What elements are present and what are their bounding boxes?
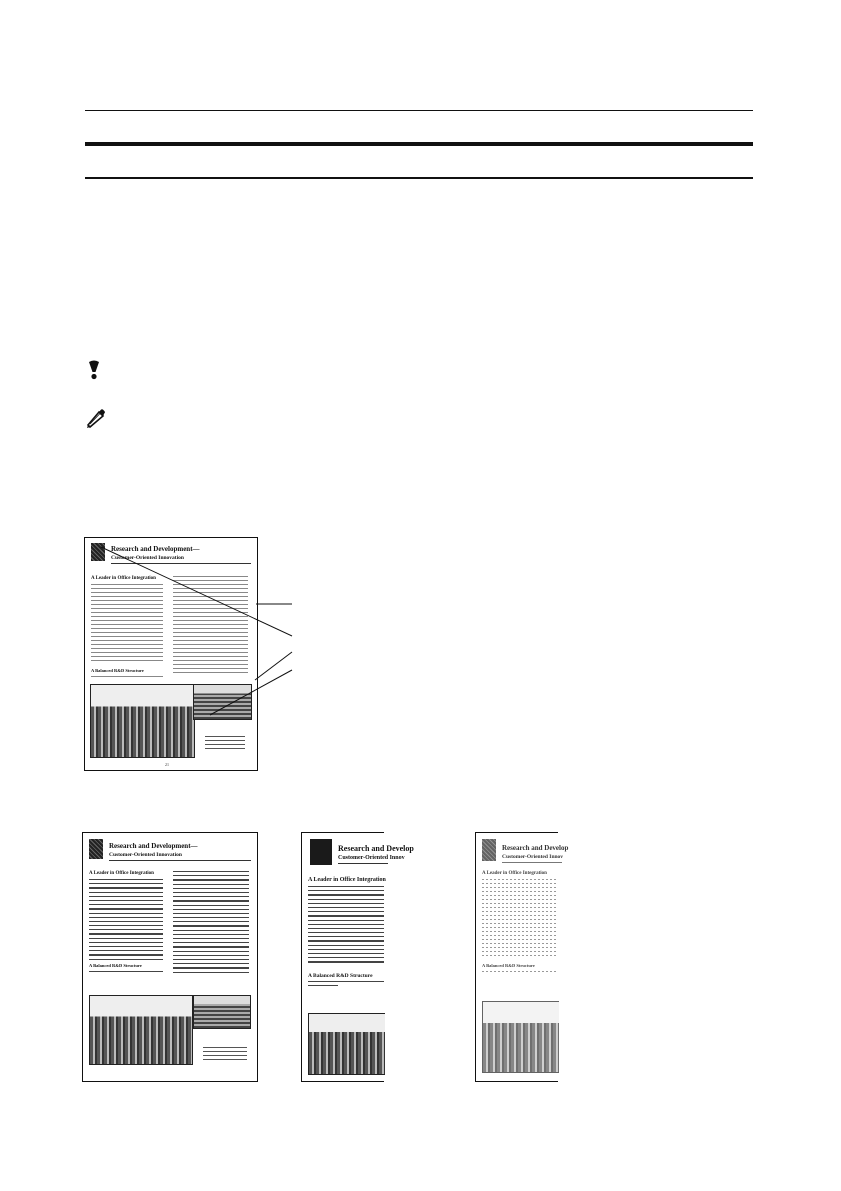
section-heading: A Leader in Office Integration bbox=[91, 576, 156, 581]
thumb1-subtitle: Customer-Oriented Innovation bbox=[109, 852, 182, 858]
thumb1-photo bbox=[89, 995, 193, 1065]
output-thumbnail-1 bbox=[82, 832, 258, 1082]
section-heading-2: A Balanced R&D Structure bbox=[91, 668, 144, 673]
output-thumbnail-2 bbox=[301, 832, 414, 1082]
thumb2-photo bbox=[308, 1013, 385, 1075]
page-number: 21 bbox=[165, 762, 169, 767]
page-title: Research and Development— bbox=[111, 545, 200, 553]
thumb2-heading-2: A Balanced R&D Structure bbox=[308, 973, 373, 979]
thumb3-rule bbox=[502, 862, 562, 863]
thumb1-rule bbox=[109, 860, 251, 861]
thumb1-text-left bbox=[89, 879, 163, 963]
thumb1-caption bbox=[203, 1047, 247, 1063]
thumb1-text-left-2 bbox=[89, 971, 163, 975]
thumb1-heading-2: A Balanced R&D Structure bbox=[89, 963, 142, 968]
thumb2-title: Research and Develop bbox=[338, 844, 414, 853]
thumb1-text-right bbox=[173, 871, 249, 976]
thumb3-heading: A Leader in Office Integration bbox=[482, 871, 547, 876]
thumb3-text-2 bbox=[482, 971, 558, 975]
page-subtitle: Customer-Oriented Innovation bbox=[111, 555, 184, 561]
thumb3-photo bbox=[482, 1001, 559, 1073]
output-thumbnail-3 bbox=[475, 832, 569, 1082]
thumb1-heading: A Leader in Office Integration bbox=[89, 871, 154, 876]
thumb3-heading-2: A Balanced R&D Structure bbox=[482, 963, 535, 968]
thumb3-title: Research and Develop bbox=[502, 844, 569, 852]
thumb1-title: Research and Development— bbox=[109, 842, 198, 850]
thumb3-text bbox=[482, 879, 558, 959]
thumb3-subtitle: Customer-Oriented Innov bbox=[502, 854, 564, 860]
thumb3-logo bbox=[482, 839, 496, 861]
thumb1-photo-inset bbox=[193, 995, 251, 1029]
thumb2-text bbox=[308, 886, 384, 966]
thumb1-logo bbox=[89, 839, 103, 859]
thumb2-subtitle: Customer-Oriented Innov bbox=[338, 855, 405, 861]
thumb2-text-2 bbox=[308, 981, 384, 989]
thumb2-rule bbox=[338, 863, 388, 864]
thumb2-logo bbox=[310, 839, 332, 865]
thumb2-heading: A Leader in Office Integration bbox=[308, 877, 386, 883]
